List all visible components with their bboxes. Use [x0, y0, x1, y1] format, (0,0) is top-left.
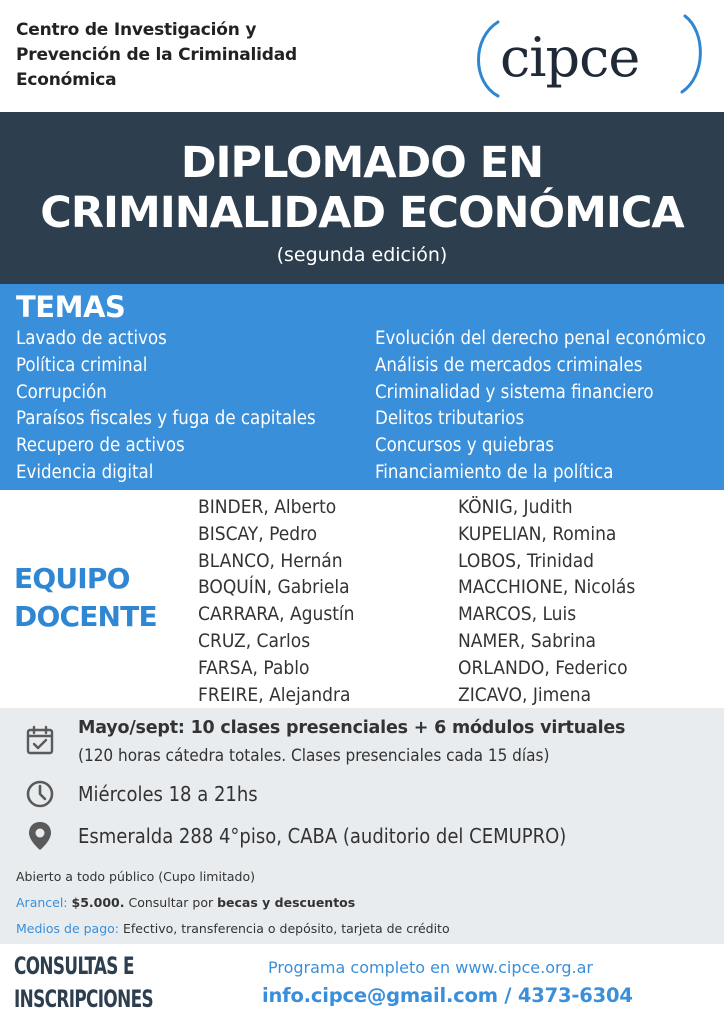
docente-item: NAMER, Sabrina — [458, 629, 597, 652]
tema-item: Evidencia digital — [16, 461, 154, 483]
docente-item: BINDER, Alberto — [198, 496, 337, 518]
tema-item: Política criminal — [16, 354, 148, 376]
docente-item: BOQUÍN, Gabriela — [198, 576, 350, 599]
pago-label: Medios de pago: — [16, 921, 120, 936]
docente-item: MACCHIONE, Nicolás — [458, 576, 636, 599]
tema-item: Análisis de mercados criminales — [375, 354, 643, 376]
temas-list-right — [375, 326, 706, 487]
tema-item: Criminalidad y sistema financiero — [375, 381, 654, 403]
equipo-heading-line1: EQUIPO — [14, 562, 130, 595]
logo-text: cipce — [500, 26, 640, 89]
consultas-heading — [14, 950, 153, 1016]
tema-item: Concursos y quiebras — [375, 435, 555, 457]
location-text: Esmeralda 288 4°piso, CABA (auditorio del CEMUPRO) — [78, 824, 567, 848]
docente-item: ORLANDO, Federico — [458, 656, 628, 679]
schedule-sub-text: (120 horas cátedra totales. Clases presenciales cada 15 días) — [78, 746, 550, 766]
docente-item: CARRARA, Agustín — [198, 603, 355, 626]
header — [0, 0, 724, 112]
equipo-heading — [14, 560, 157, 636]
org-name-line3: Económica — [16, 70, 117, 90]
programa-link[interactable]: Programa completo en www.cipce.org.ar — [268, 958, 593, 977]
docentes-list-left — [198, 494, 355, 708]
tema-item: Evolución del derecho penal económico — [375, 328, 706, 349]
schedule-time-text: Miércoles 18 a 21hs — [78, 782, 258, 806]
consultas-line2: INSCRIPCIONES — [14, 985, 153, 1013]
tema-item: Recupero de activos — [16, 435, 185, 457]
docente-item: ZICAVO, Jimena — [458, 683, 592, 706]
docente-item: BLANCO, Hernán — [198, 549, 343, 572]
open-text: Abierto a todo público (Cupo limitado) — [16, 869, 255, 884]
calendar-icon — [24, 724, 56, 756]
arancel-line — [16, 895, 355, 910]
equipo-heading-line2: DOCENTE — [14, 600, 157, 633]
title-line2: CRIMINALIDAD ECONÓMICA — [40, 188, 684, 238]
docentes-list-right — [458, 494, 635, 708]
docente-item: MARCOS, Luis — [458, 603, 577, 626]
title-band — [0, 112, 724, 284]
docente-item: LOBOS, Trinidad — [458, 549, 595, 572]
footer — [0, 944, 724, 1024]
org-name-line2: Prevención de la Criminalidad — [16, 45, 297, 65]
schedule-main-text: Mayo/sept: 10 clases presenciales + 6 módulos virtuales — [78, 718, 626, 738]
subtitle: (segunda edición) — [276, 244, 448, 266]
arancel-becas: becas y descuentos — [217, 895, 356, 910]
temas-section — [0, 284, 724, 490]
title-line1: DIPLOMADO EN — [180, 138, 544, 188]
contact-email-phone[interactable]: info.cipce@gmail.com / 4373-6304 — [262, 984, 633, 1007]
docente-item: FREIRE, Alejandra — [198, 683, 351, 706]
pago-text: Efectivo, transferencia o depósito, tarjeta de crédito — [123, 921, 450, 936]
temas-heading: TEMAS — [16, 290, 126, 324]
docente-item: KÖNIG, Judith — [458, 496, 573, 518]
docente-item: KUPELIAN, Romina — [458, 522, 617, 545]
info-section — [0, 708, 724, 944]
docente-item: FARSA, Pablo — [198, 656, 310, 679]
docente-item: CRUZ, Carlos — [198, 629, 311, 652]
docente-item: BISCAY, Pedro — [198, 522, 318, 545]
organization-name — [16, 18, 297, 93]
org-name-line1: Centro de Investigación y — [16, 20, 257, 40]
clock-icon — [24, 778, 56, 810]
arancel-label: Arancel: — [16, 895, 68, 910]
tema-item: Paraísos fiscales y fuga de capitales — [16, 408, 316, 430]
arancel-amount: $5.000. — [71, 895, 125, 910]
location-pin-icon — [24, 820, 56, 852]
tema-item: Lavado de activos — [16, 328, 167, 349]
tema-item: Corrupción — [16, 381, 107, 403]
pago-line — [16, 921, 450, 936]
arancel-rest: Consultar por — [128, 895, 214, 910]
temas-list-left — [16, 326, 316, 487]
equipo-docente-section — [0, 490, 724, 708]
tema-item: Delitos tributarios — [375, 408, 525, 430]
tema-item: Financiamiento de la política — [375, 461, 614, 483]
cipce-logo — [470, 10, 710, 100]
consultas-line1: CONSULTAS E — [14, 952, 134, 980]
